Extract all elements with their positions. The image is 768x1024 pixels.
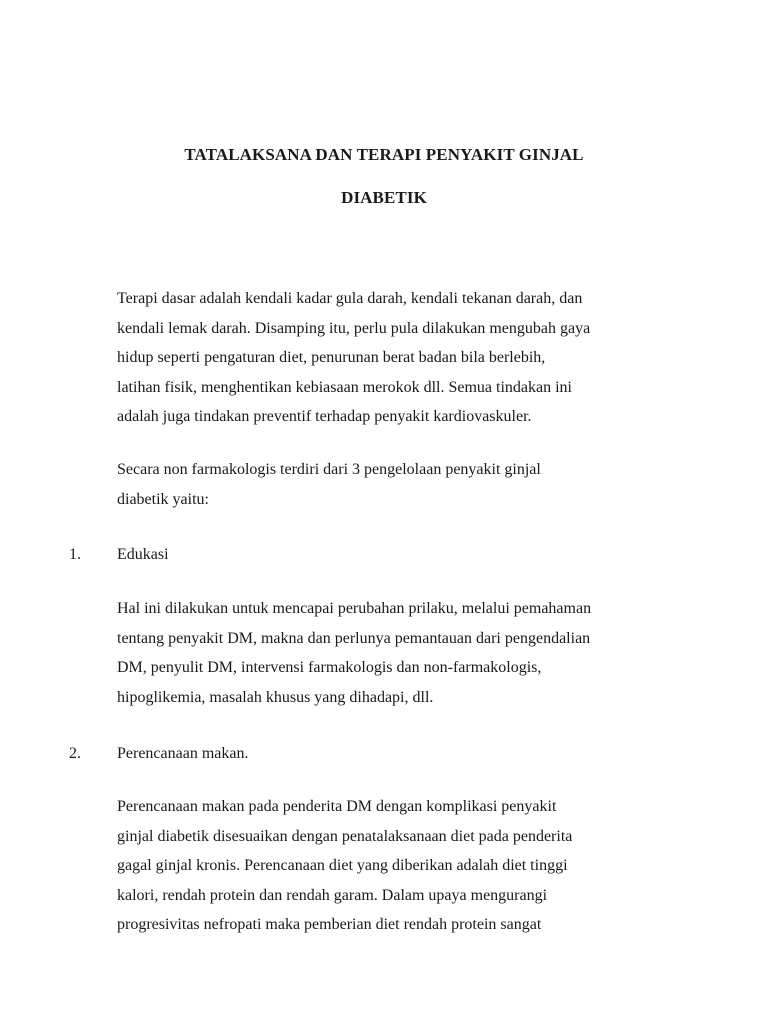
title-line-2: DIABETIK — [341, 188, 427, 207]
paragraph-perencanaan-makan — [117, 792, 657, 940]
list-label: Edukasi — [117, 546, 169, 563]
paragraph-edukasi — [117, 594, 657, 712]
list-item-perencanaan-makan — [69, 739, 248, 768]
paragraph-line: hidup seperti pengaturan diet, penurunan berat badan bila berlebih, — [117, 349, 546, 366]
paragraph-line: progresivitas nefropati maka pemberian diet rendah protein sangat — [117, 916, 542, 933]
paragraph-line: adalah juga tindakan preventif terhadap penyakit kardiovaskuler. — [117, 408, 532, 425]
paragraph-line: kendali lemak darah. Disamping itu, perlu pula dilakukan mengubah gaya — [117, 319, 591, 337]
paragraph-line: Hal ini dilakukan untuk mencapai perubahan prilaku, melalui pemahaman — [117, 600, 592, 617]
paragraph-line: ginjal diabetik disesuaikan dengan penatalaksanaan diet pada penderita — [117, 827, 573, 845]
paragraph-line: DM, penyulit DM, intervensi farmakologis dan non-farmakologis, — [117, 659, 542, 676]
list-label: Perencanaan makan. — [117, 745, 249, 762]
paragraph-line: Perencanaan makan pada penderita DM dengan komplikasi penyakit — [117, 798, 557, 815]
paragraph-non-farmakologis — [117, 455, 657, 514]
paragraph-line: gagal ginjal kronis. Perencanaan diet yang diberikan adalah diet tinggi — [117, 857, 568, 874]
paragraph-line: Secara non farmakologis terdiri dari 3 pengelolaan penyakit ginjal — [117, 461, 541, 478]
document-title — [0, 140, 768, 212]
list-number: 1. — [69, 546, 81, 563]
title-line-1: TATALAKSANA DAN TERAPI PENYAKIT GINJAL — [184, 145, 584, 164]
paragraph-line: kalori, rendah protein dan rendah garam. Dalam upaya mengurangi — [117, 886, 548, 904]
paragraph-terapi-dasar — [117, 284, 657, 432]
paragraph-line: diabetik yaitu: — [117, 490, 209, 508]
list-item-edukasi — [69, 540, 169, 569]
paragraph-line: hipoglikemia, masalah khusus yang dihadapi, dll. — [117, 688, 434, 706]
paragraph-line: tentang penyakit DM, makna dan perlunya pemantauan dari pengendalian — [117, 629, 591, 647]
paragraph-line: Terapi dasar adalah kendali kadar gula darah, kendali tekanan darah, dan — [117, 290, 583, 307]
paragraph-line: latihan fisik, menghentikan kebiasaan merokok dll. Semua tindakan ini — [117, 378, 572, 396]
list-number: 2. — [69, 745, 81, 762]
